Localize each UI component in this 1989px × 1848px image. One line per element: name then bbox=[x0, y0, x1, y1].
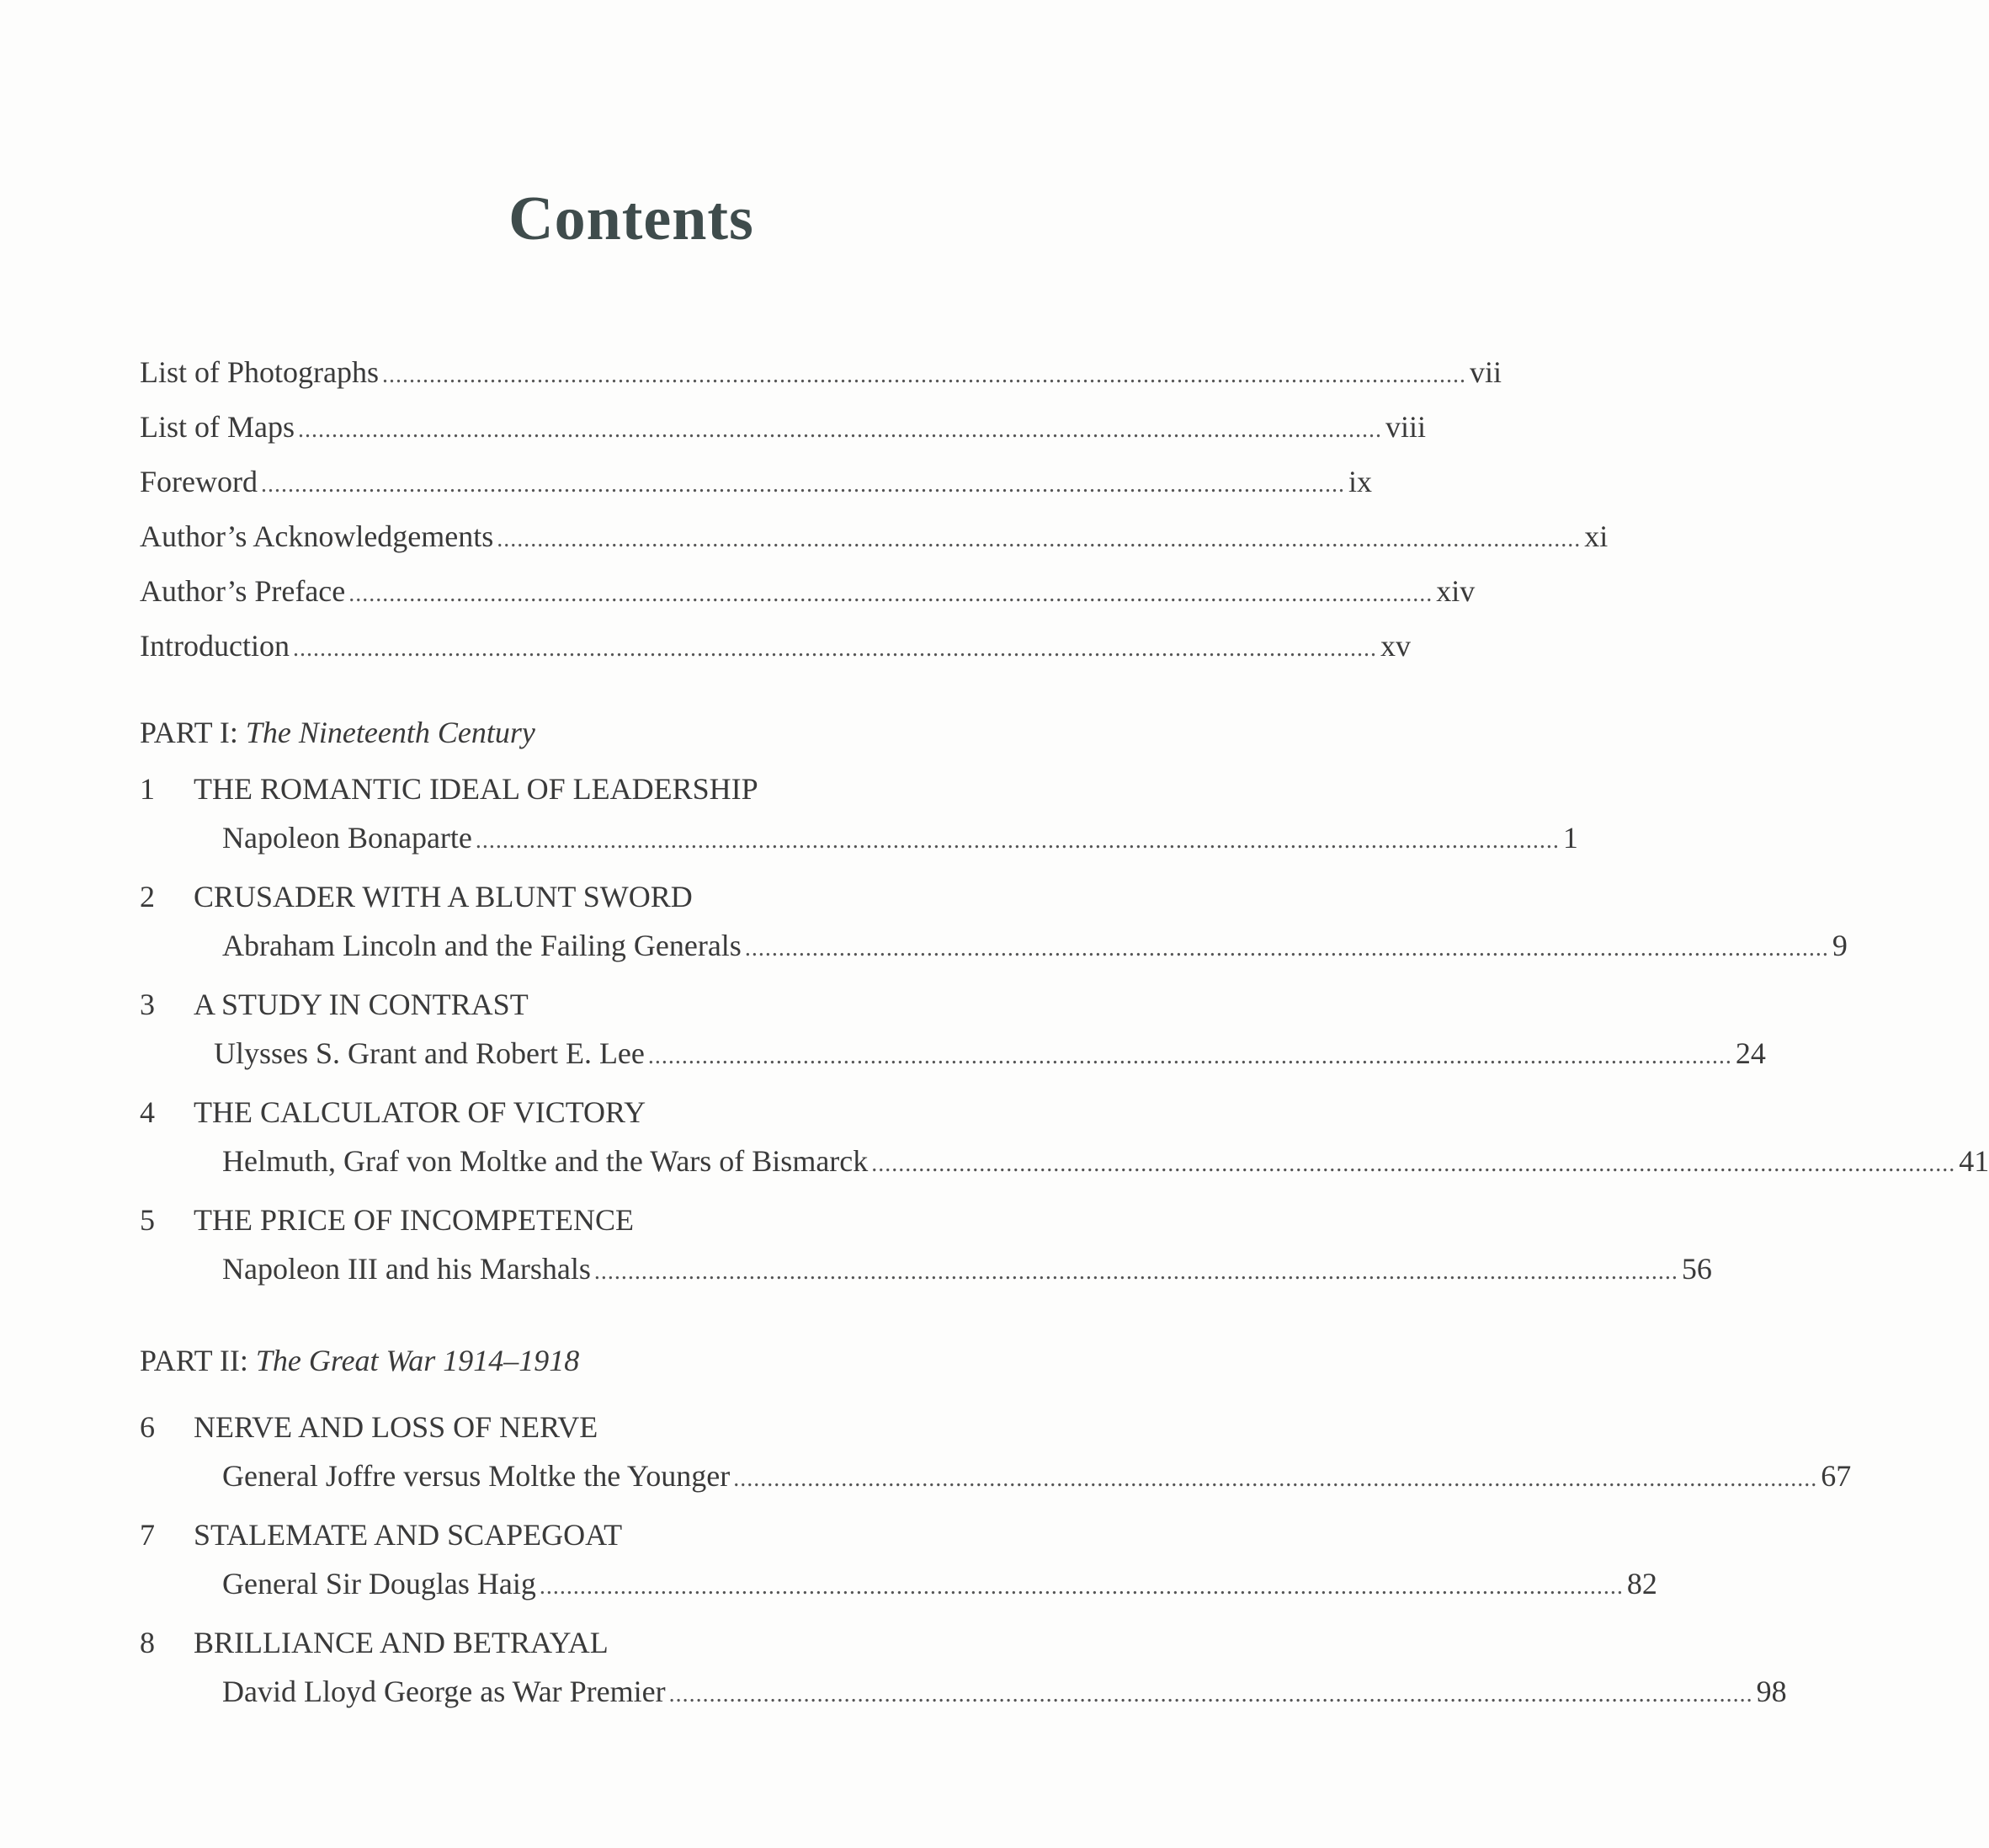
entry-label: Introduction bbox=[140, 629, 290, 663]
part-label: PART II: bbox=[140, 1344, 248, 1377]
chapter-number: 2 bbox=[140, 880, 155, 913]
chapter-number: 6 bbox=[140, 1410, 155, 1444]
chapter-subtitle-row bbox=[140, 1244, 1712, 1293]
toc-entry[interactable] bbox=[140, 564, 1476, 619]
chapter-page: 9 bbox=[1832, 929, 1848, 962]
chapter-subtitle-row bbox=[140, 921, 1848, 970]
chapter-title: THE ROMANTIC IDEAL OF LEADERSHIP bbox=[194, 772, 758, 806]
chapter-entry[interactable] bbox=[140, 1510, 1657, 1608]
chapter-page: 41 bbox=[1959, 1144, 1989, 1178]
chapter-page: 24 bbox=[1735, 1036, 1766, 1070]
toc-entry[interactable] bbox=[140, 619, 1411, 674]
chapter-subtitle: Ulysses S. Grant and Robert E. Lee bbox=[214, 1036, 645, 1070]
toc-entry[interactable] bbox=[140, 455, 1372, 509]
chapter-subtitle-row bbox=[140, 1451, 1852, 1500]
dot-leader: ................................................................................................................................................................. bbox=[382, 362, 1466, 388]
entry-page: xi bbox=[1584, 519, 1609, 553]
chapter-title: BRILLIANCE AND BETRAYAL bbox=[194, 1626, 609, 1659]
page-title: Contents bbox=[508, 184, 754, 253]
toc-entry[interactable] bbox=[140, 400, 1427, 455]
chapter-title: THE CALCULATOR OF VICTORY bbox=[194, 1095, 646, 1129]
chapter-entry[interactable] bbox=[140, 1196, 1712, 1293]
chapter-subtitle-row bbox=[140, 813, 1578, 862]
dot-leader: ................................................................................................................................................................. bbox=[497, 526, 1582, 552]
chapter-subtitle-row bbox=[140, 1029, 1766, 1078]
dot-leader: ................................................................................................................................................................. bbox=[260, 471, 1345, 498]
chapter-number: 1 bbox=[140, 772, 155, 806]
entry-page: ix bbox=[1348, 465, 1372, 498]
chapter-page: 67 bbox=[1821, 1459, 1852, 1493]
entry-page: vii bbox=[1470, 355, 1502, 389]
chapter-page: 98 bbox=[1756, 1675, 1787, 1708]
chapter-title: STALEMATE AND SCAPEGOAT bbox=[194, 1518, 623, 1552]
entry-page: xv bbox=[1380, 629, 1411, 663]
part-heading bbox=[140, 707, 1128, 758]
chapter-number: 8 bbox=[140, 1626, 155, 1659]
dot-leader: ................................................................................................................................................................. bbox=[871, 1151, 1956, 1177]
toc-entry[interactable] bbox=[140, 345, 1502, 400]
chapter-entry[interactable] bbox=[140, 764, 1578, 862]
entry-page: viii bbox=[1385, 410, 1427, 444]
chapter-subtitle: General Joffre versus Moltke the Younger bbox=[222, 1459, 731, 1493]
table-of-contents bbox=[140, 345, 1989, 1726]
chapter-subtitle: Napoleon III and his Marshals bbox=[222, 1252, 591, 1286]
chapter-entry[interactable] bbox=[140, 1618, 1787, 1716]
chapter-subtitle: David Lloyd George as War Premier bbox=[222, 1675, 666, 1708]
chapter-page: 82 bbox=[1626, 1567, 1657, 1600]
entry-label: List of Photographs bbox=[140, 355, 379, 389]
chapter-page: 56 bbox=[1681, 1252, 1712, 1286]
dot-leader: ................................................................................................................................................................. bbox=[744, 935, 1829, 961]
chapter-entry[interactable] bbox=[140, 1088, 1989, 1185]
dot-leader: ................................................................................................................................................................. bbox=[668, 1681, 1753, 1707]
dot-leader: ................................................................................................................................................................. bbox=[647, 1043, 1732, 1069]
chapter-number: 7 bbox=[140, 1518, 155, 1552]
chapter-number: 4 bbox=[140, 1095, 155, 1129]
part-subtitle: The Great War 1914–1918 bbox=[255, 1344, 580, 1377]
part-heading bbox=[140, 1335, 1128, 1386]
dot-leader: ................................................................................................................................................................. bbox=[298, 417, 1382, 443]
dot-leader: ................................................................................................................................................................. bbox=[348, 581, 1433, 607]
chapter-number: 5 bbox=[140, 1203, 155, 1237]
chapter-title: CRUSADER WITH A BLUNT SWORD bbox=[194, 880, 693, 913]
part-label: PART I: bbox=[140, 716, 238, 749]
dot-leader: ................................................................................................................................................................. bbox=[292, 636, 1377, 662]
front-matter-list bbox=[140, 345, 1609, 674]
part-subtitle: The Nineteenth Century bbox=[245, 716, 535, 749]
chapter-title: A STUDY IN CONTRAST bbox=[194, 988, 529, 1021]
chapter-number: 3 bbox=[140, 988, 155, 1021]
entry-label: Author’s Preface bbox=[140, 574, 346, 608]
dot-leader: ................................................................................................................................................................. bbox=[733, 1466, 1818, 1492]
chapter-subtitle: Helmuth, Graf von Moltke and the Wars of Bismarck bbox=[222, 1144, 869, 1178]
dot-leader: ................................................................................................................................................................. bbox=[593, 1259, 1678, 1285]
entry-page: xiv bbox=[1436, 574, 1476, 608]
chapter-subtitle: General Sir Douglas Haig bbox=[222, 1567, 536, 1600]
chapter-entry[interactable] bbox=[140, 872, 1848, 970]
chapter-title: NERVE AND LOSS OF NERVE bbox=[194, 1410, 598, 1444]
chapter-subtitle-row bbox=[140, 1137, 1989, 1185]
entry-label: List of Maps bbox=[140, 410, 295, 444]
dot-leader: ................................................................................................................................................................. bbox=[539, 1574, 1624, 1600]
chapter-title: THE PRICE OF INCOMPETENCE bbox=[194, 1203, 635, 1237]
chapter-subtitle: Abraham Lincoln and the Failing Generals bbox=[222, 929, 742, 962]
entry-label: Foreword bbox=[140, 465, 258, 498]
chapter-entry[interactable] bbox=[140, 980, 1766, 1078]
chapter-subtitle: Napoleon Bonaparte bbox=[222, 821, 472, 855]
toc-entry[interactable] bbox=[140, 509, 1609, 564]
chapter-entry[interactable] bbox=[140, 1403, 1852, 1500]
chapter-page: 1 bbox=[1562, 821, 1578, 855]
chapter-subtitle-row bbox=[140, 1559, 1657, 1608]
chapter-subtitle-row bbox=[140, 1667, 1787, 1716]
entry-label: Author’s Acknowledgements bbox=[140, 519, 494, 553]
dot-leader: ................................................................................................................................................................. bbox=[475, 828, 1560, 854]
